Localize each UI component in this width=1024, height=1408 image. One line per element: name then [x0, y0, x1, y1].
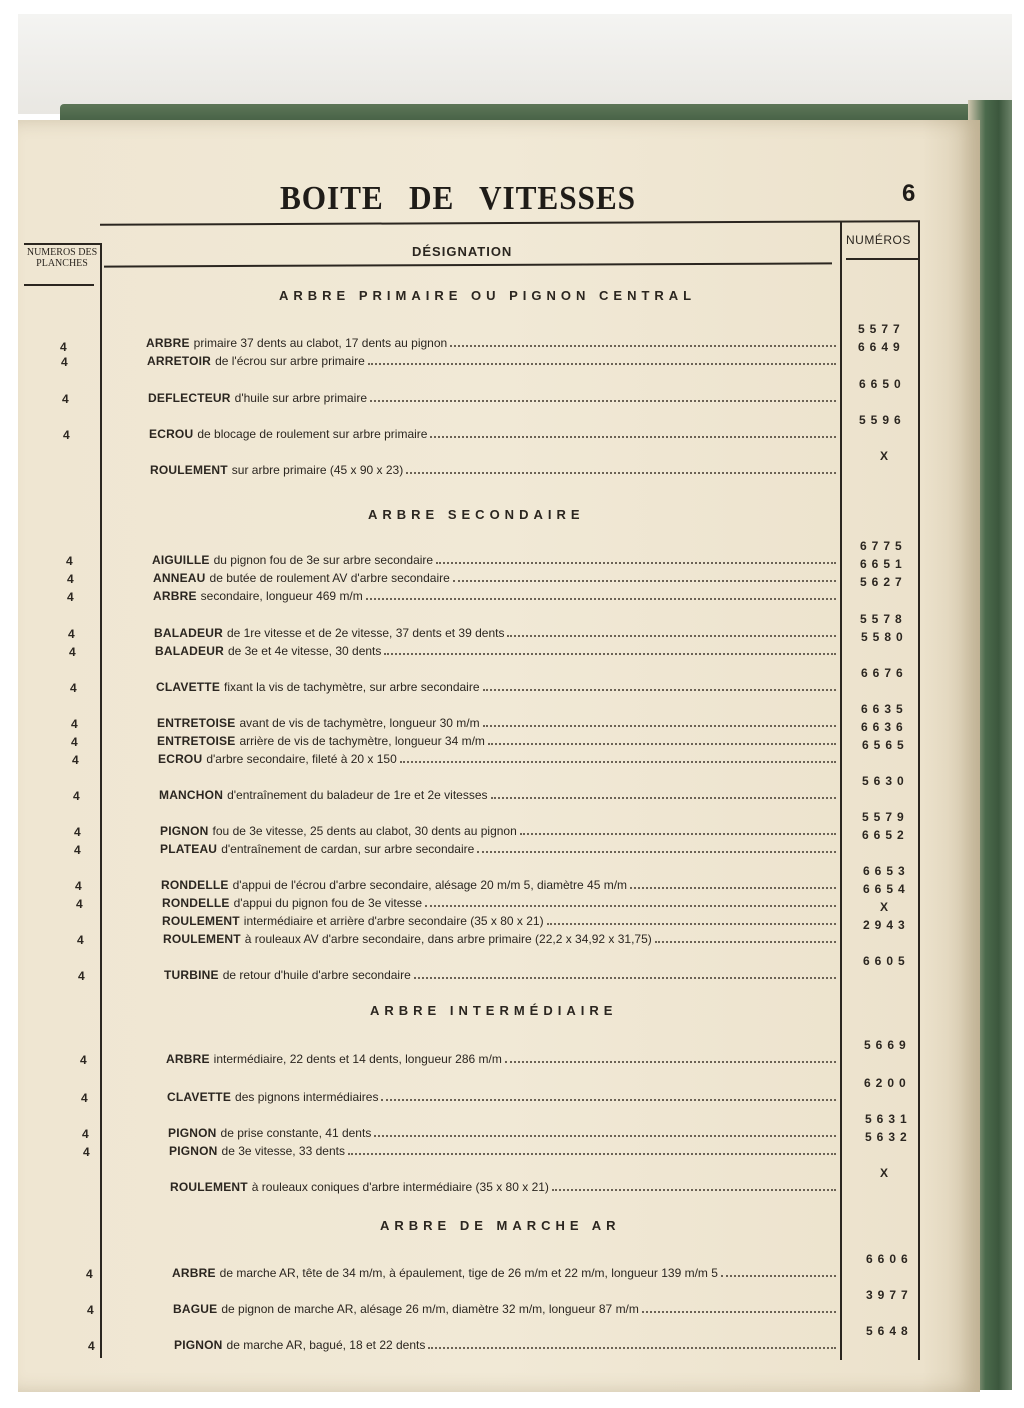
part-number: 5627	[860, 575, 907, 589]
part-number: 6565	[862, 738, 909, 752]
part-number: 6775	[860, 539, 907, 553]
part-number: 6676	[861, 666, 908, 680]
dot-leader	[507, 635, 836, 637]
designation-cell	[169, 1144, 836, 1158]
part-description: à rouleaux coniques d'arbre intermédiaire (35 x 80 x 21)	[251, 1180, 549, 1194]
part-name: PLATEAU	[160, 842, 218, 856]
table-row	[0, 666, 1024, 696]
page-title: BOITE DE VITESSES	[280, 180, 636, 217]
section-title: ARBRE INTERMÉDIAIRE	[370, 1003, 618, 1018]
part-description: fixant la vis de tachymètre, sur arbre secondaire	[224, 680, 480, 694]
planche-number: 4	[63, 428, 70, 442]
designation-cell	[150, 463, 836, 477]
dot-leader	[642, 1311, 836, 1313]
planche-number: 4	[83, 1145, 90, 1159]
planche-number: 4	[61, 355, 68, 369]
dot-leader	[453, 580, 836, 582]
part-number: 6606	[866, 1252, 913, 1266]
designation-cell	[158, 752, 836, 766]
part-number: 5579	[862, 810, 909, 824]
part-name: ECROU	[149, 427, 194, 441]
dot-leader	[368, 363, 836, 365]
part-name: AIGUILLE	[152, 553, 210, 567]
section-title: ARBRE DE MARCHE AR	[380, 1218, 621, 1233]
designation-cell	[174, 1338, 836, 1352]
part-name: ROULEMENT	[170, 1180, 248, 1194]
designation-cell	[159, 788, 836, 802]
part-description: à rouleaux AV d'arbre secondaire, dans arbre primaire (22,2 x 34,92 x 31,75)	[244, 932, 652, 946]
designation-cell	[167, 1090, 836, 1104]
designation-cell	[149, 427, 836, 441]
designation-cell	[163, 932, 836, 946]
planche-number: 4	[66, 554, 73, 568]
designation-cell	[168, 1126, 836, 1140]
table-row	[0, 1038, 1024, 1068]
part-name: BAGUE	[173, 1302, 218, 1316]
part-description: de blocage de roulement sur arbre primaire	[197, 427, 428, 441]
table-row	[0, 377, 1024, 407]
part-number: 6636	[861, 720, 908, 734]
header-bottom-num	[846, 258, 918, 260]
part-name: ROULEMENT	[150, 463, 228, 477]
part-name: ARRETOIR	[147, 354, 212, 368]
dot-leader	[655, 941, 836, 943]
part-number: 6605	[863, 954, 910, 968]
table-row	[0, 1252, 1024, 1282]
part-number: X	[880, 1166, 894, 1180]
designation-cell	[160, 824, 836, 838]
planche-number: 4	[67, 590, 74, 604]
planche-number: 4	[76, 897, 83, 911]
part-name: TURBINE	[164, 968, 219, 982]
part-name: PIGNON	[168, 1126, 217, 1140]
part-description: fou de 3e vitesse, 25 dents au clabot, 30 dents au pignon	[212, 824, 517, 838]
header-rule-left	[24, 243, 100, 245]
part-name: ARBRE	[153, 589, 197, 603]
planche-number: 4	[78, 969, 85, 983]
table-row	[0, 954, 1024, 984]
part-description: de butée de roulement AV d'arbre secondaire	[209, 571, 450, 585]
part-description: intermédiaire et arrière d'arbre secondaire (35 x 80 x 21)	[243, 914, 544, 928]
part-description: d'appui de l'écrou d'arbre secondaire, alésage 20 m/m 5, diamètre 45 m/m	[232, 878, 628, 892]
table-row	[0, 1166, 1024, 1196]
part-number: X	[880, 900, 894, 914]
part-name: BALADEUR	[154, 626, 223, 640]
designation-cell	[153, 571, 836, 585]
part-name: ENTRETOISE	[157, 716, 236, 730]
part-description: d'huile sur arbre primaire	[234, 391, 368, 405]
scan-background	[18, 14, 1012, 114]
planche-number: 4	[87, 1303, 94, 1317]
part-description: d'entraînement du baladeur de 1re et 2e vitesses	[227, 788, 488, 802]
part-name: CLAVETTE	[167, 1090, 232, 1104]
table-row	[0, 1324, 1024, 1354]
dot-leader	[505, 1061, 836, 1063]
part-number: 5577	[858, 322, 905, 336]
dot-leader	[520, 833, 836, 835]
part-description: avant de vis de tachymètre, longueur 30 m/m	[239, 716, 480, 730]
dot-leader	[450, 345, 836, 347]
dot-leader	[366, 598, 836, 600]
planche-number: 4	[81, 1091, 88, 1105]
part-number: 5596	[859, 413, 906, 427]
part-description: de 3e et 4e vitesse, 30 dents	[227, 644, 382, 658]
dot-leader	[483, 725, 836, 727]
dot-leader	[400, 761, 836, 763]
part-name: RONDELLE	[162, 896, 230, 910]
dot-leader	[436, 562, 836, 564]
part-number: 6649	[858, 340, 905, 354]
designation-cell	[157, 734, 836, 748]
part-name: PIGNON	[169, 1144, 218, 1158]
part-name: ANNEAU	[153, 571, 206, 585]
designation-cell	[162, 914, 836, 928]
part-number: 5631	[865, 1112, 912, 1126]
section-title: ARBRE SECONDAIRE	[368, 507, 585, 522]
designation-cell	[172, 1266, 836, 1280]
dot-leader	[381, 1099, 836, 1101]
part-description: de marche AR, tête de 34 m/m, à épaulement, tige de 26 m/m et 22 m/m, longueur 139 m/m 5	[219, 1266, 718, 1280]
part-name: ARBRE	[172, 1266, 216, 1280]
planche-number: 4	[71, 717, 78, 731]
part-name: ROULEMENT	[162, 914, 240, 928]
part-description: de marche AR, bagué, 18 et 22 dents	[226, 1338, 426, 1352]
dot-leader	[483, 689, 837, 691]
part-name: PIGNON	[174, 1338, 223, 1352]
planche-number: 4	[68, 627, 75, 641]
part-number: 5669	[864, 1038, 911, 1052]
designation-cell	[164, 968, 836, 982]
designation-cell	[152, 553, 836, 567]
designation-cell	[153, 589, 836, 603]
header-bottom-left	[24, 284, 94, 286]
planche-number: 4	[72, 753, 79, 767]
dot-leader	[348, 1153, 836, 1155]
designation-cell	[157, 716, 836, 730]
table-row	[0, 774, 1024, 804]
part-description: primaire 37 dents au clabot, 17 dents au pignon	[193, 336, 448, 350]
part-number: 6652	[862, 828, 909, 842]
planche-number: 4	[75, 879, 82, 893]
planche-number: 4	[62, 392, 69, 406]
section-title: ARBRE PRIMAIRE OU PIGNON CENTRAL	[279, 288, 697, 303]
page-number: 6	[902, 180, 916, 207]
part-description: secondaire, longueur 469 m/m	[200, 589, 363, 603]
part-description: de l'écrou sur arbre primaire	[215, 354, 365, 368]
table-row	[0, 1288, 1024, 1318]
part-number: 6653	[863, 864, 910, 878]
part-number: 5630	[862, 774, 909, 788]
part-name: ECROU	[158, 752, 203, 766]
part-description: intermédiaire, 22 dents et 14 dents, longueur 286 m/m	[213, 1052, 502, 1066]
part-name: ARBRE	[166, 1052, 210, 1066]
part-description: des pignons intermédiaires	[235, 1090, 379, 1104]
part-description: arrière de vis de tachymètre, longueur 34 m/m	[239, 734, 485, 748]
part-name: CLAVETTE	[156, 680, 221, 694]
part-number: X	[880, 449, 894, 463]
designation-cell	[162, 896, 836, 910]
part-description: de 3e vitesse, 33 dents	[221, 1144, 345, 1158]
column-header-numeros: NUMÉROS	[846, 233, 911, 247]
part-description: du pignon fou de 3e sur arbre secondaire	[213, 553, 434, 567]
part-name: ENTRETOISE	[157, 734, 236, 748]
planche-number: 4	[88, 1339, 95, 1353]
part-name: RONDELLE	[161, 878, 229, 892]
part-number: 6650	[859, 377, 906, 391]
dot-leader	[552, 1189, 836, 1191]
table-row	[0, 413, 1024, 443]
part-name: ARBRE	[146, 336, 190, 350]
part-number: 6654	[863, 882, 910, 896]
part-number: 6200	[864, 1076, 911, 1090]
dot-leader	[491, 797, 836, 799]
dot-leader	[414, 977, 836, 979]
dot-leader	[630, 887, 836, 889]
designation-cell	[146, 336, 836, 350]
designation-cell	[154, 626, 836, 640]
planche-number: 4	[74, 825, 81, 839]
planche-number: 4	[77, 933, 84, 947]
planche-number: 4	[69, 645, 76, 659]
dot-leader	[547, 923, 836, 925]
part-number: 2943	[863, 918, 910, 932]
dot-leader	[430, 436, 836, 438]
planche-number: 4	[82, 1127, 89, 1141]
dot-leader	[370, 400, 836, 402]
dot-leader	[384, 653, 836, 655]
table-row	[0, 449, 1024, 479]
part-name: BALADEUR	[155, 644, 224, 658]
part-description: de prise constante, 41 dents	[220, 1126, 372, 1140]
dot-leader	[428, 1347, 836, 1349]
part-description: de pignon de marche AR, alésage 26 m/m, diamètre 32 m/m, longueur 87 m/m	[221, 1302, 639, 1316]
dot-leader	[488, 743, 836, 745]
part-number: 5648	[866, 1324, 913, 1338]
designation-cell	[173, 1302, 836, 1316]
part-description: sur arbre primaire (45 x 90 x 23)	[231, 463, 404, 477]
dot-leader	[477, 851, 836, 853]
designation-cell	[160, 842, 836, 856]
part-number: 5632	[865, 1130, 912, 1144]
part-description: de 1re vitesse et de 2e vitesse, 37 dents et 39 dents	[226, 626, 505, 640]
table-row	[0, 1076, 1024, 1106]
planche-number: 4	[70, 681, 77, 695]
part-number: 6635	[861, 702, 908, 716]
part-name: MANCHON	[159, 788, 224, 802]
part-description: d'appui du pignon fou de 3e vitesse	[233, 896, 423, 910]
part-description: d'arbre secondaire, fileté à 20 x 150	[206, 752, 397, 766]
planche-number: 4	[71, 735, 78, 749]
part-name: ROULEMENT	[163, 932, 241, 946]
designation-cell	[148, 391, 836, 405]
column-header-designation: DÉSIGNATION	[412, 244, 513, 259]
designation-cell	[170, 1180, 836, 1194]
part-name: PIGNON	[160, 824, 209, 838]
part-description: de retour d'huile d'arbre secondaire	[222, 968, 411, 982]
dot-leader	[374, 1135, 836, 1137]
designation-cell	[155, 644, 836, 658]
planche-number: 4	[86, 1267, 93, 1281]
column-header-planches: NUMEROS DES PLANCHES	[26, 247, 98, 269]
designation-cell	[156, 680, 836, 694]
planche-number: 4	[60, 340, 67, 354]
part-number: 6651	[860, 557, 907, 571]
part-number: 5580	[861, 630, 908, 644]
designation-cell	[161, 878, 836, 892]
designation-cell	[147, 354, 836, 368]
planche-number: 4	[80, 1053, 87, 1067]
dot-leader	[425, 905, 836, 907]
dot-leader	[721, 1275, 836, 1277]
dot-leader	[406, 472, 836, 474]
planche-number: 4	[67, 572, 74, 586]
part-name: DEFLECTEUR	[148, 391, 231, 405]
part-number: 5578	[860, 612, 907, 626]
designation-cell	[166, 1052, 836, 1066]
planche-number: 4	[74, 843, 81, 857]
part-number: 3977	[866, 1288, 913, 1302]
planche-number: 4	[73, 789, 80, 803]
part-description: d'entraînement de cardan, sur arbre secondaire	[221, 842, 475, 856]
